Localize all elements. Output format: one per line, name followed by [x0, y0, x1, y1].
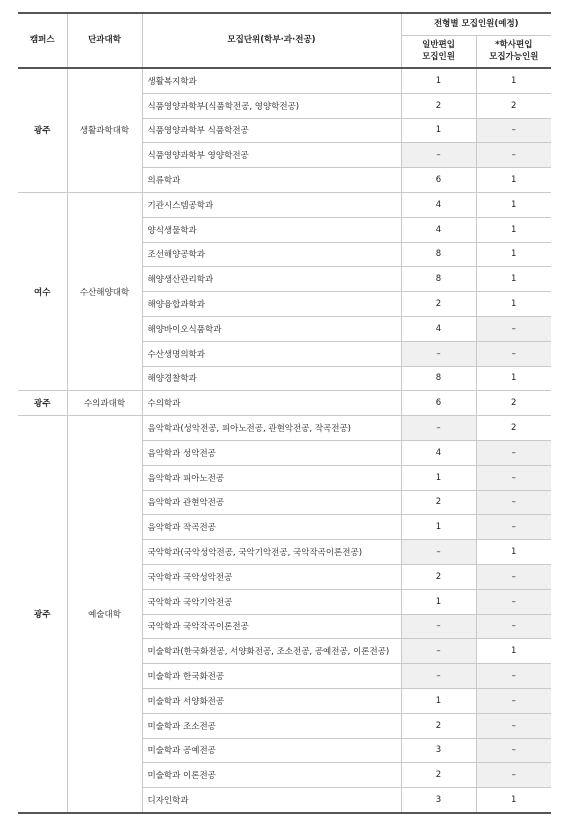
general-quota-cell: 4 [401, 440, 476, 465]
table-header [18, 13, 551, 68]
campus-cell: 광주 [18, 416, 67, 813]
bachelor-quota-cell: 2 [476, 416, 551, 441]
bachelor-quota-cell: – [476, 440, 551, 465]
unit-cell: 음악학과(성악전공, 피아노전공, 관현악전공, 작곡전공) [142, 416, 401, 441]
unit-cell: 기관시스템공학과 [142, 192, 401, 217]
bachelor-quota-cell: 1 [476, 217, 551, 242]
unit-cell: 국악학과 국악작곡이론전공 [142, 614, 401, 639]
bachelor-quota-cell: – [476, 688, 551, 713]
unit-cell: 해양경찰학과 [142, 366, 401, 391]
unit-cell: 디자인학과 [142, 788, 401, 813]
campus-cell: 여수 [18, 192, 67, 390]
admission-table-container [18, 12, 551, 814]
bachelor-quota-cell: – [476, 589, 551, 614]
general-quota-cell: 8 [401, 242, 476, 267]
bachelor-quota-cell: – [476, 763, 551, 788]
unit-cell: 해양생산관리학과 [142, 267, 401, 292]
unit-cell: 미술학과 공예전공 [142, 738, 401, 763]
general-quota-cell: 2 [401, 564, 476, 589]
general-quota-cell: 2 [401, 763, 476, 788]
header-unit: 모집단위(학부·과·전공) [142, 13, 401, 68]
header-campus: 캠퍼스 [18, 13, 67, 68]
header-bachelor-line2: 모집가능인원 [489, 51, 539, 62]
campus-cell: 광주 [18, 391, 67, 416]
unit-cell: 미술학과 서양화전공 [142, 688, 401, 713]
general-quota-cell: 3 [401, 788, 476, 813]
college-cell: 수의과대학 [67, 391, 142, 416]
general-quota-cell: 2 [401, 713, 476, 738]
admission-quota-table [18, 12, 551, 814]
unit-cell: 식품영양과학부 영양학전공 [142, 143, 401, 168]
bachelor-quota-cell: 1 [476, 292, 551, 317]
bachelor-quota-cell: 1 [476, 366, 551, 391]
general-quota-cell: 2 [401, 93, 476, 118]
general-quota-cell: 6 [401, 391, 476, 416]
table-row [18, 391, 551, 416]
general-quota-cell: 1 [401, 515, 476, 540]
header-college: 단과대학 [67, 13, 142, 68]
unit-cell: 국악학과 국악기악전공 [142, 589, 401, 614]
bachelor-quota-cell: 2 [476, 93, 551, 118]
header-quota-group: 전형별 모집인원(예정) [401, 13, 551, 36]
unit-cell: 식품영양과학부(식품학전공, 영양학전공) [142, 93, 401, 118]
unit-cell: 식품영양과학부 식품학전공 [142, 118, 401, 143]
header-bachelor-transfer [476, 36, 551, 69]
campus-cell: 광주 [18, 68, 67, 192]
unit-cell: 음악학과 성악전공 [142, 440, 401, 465]
unit-cell: 국악학과 국악성악전공 [142, 564, 401, 589]
general-quota-cell: 4 [401, 217, 476, 242]
general-quota-cell: – [401, 416, 476, 441]
general-quota-cell: 8 [401, 267, 476, 292]
table-row [18, 416, 551, 441]
unit-cell: 조선해양공학과 [142, 242, 401, 267]
bachelor-quota-cell: 2 [476, 391, 551, 416]
unit-cell: 미술학과 한국화전공 [142, 664, 401, 689]
bachelor-quota-cell: – [476, 341, 551, 366]
general-quota-cell: – [401, 143, 476, 168]
general-quota-cell: – [401, 664, 476, 689]
general-quota-cell: – [401, 341, 476, 366]
general-quota-cell: 4 [401, 192, 476, 217]
general-quota-cell: 1 [401, 589, 476, 614]
bachelor-quota-cell: 1 [476, 788, 551, 813]
bachelor-quota-cell: – [476, 465, 551, 490]
table-row [18, 192, 551, 217]
header-general-line1: 일반편입 [422, 40, 455, 51]
header-general-line2: 모집인원 [422, 51, 455, 62]
bachelor-quota-cell: 1 [476, 242, 551, 267]
general-quota-cell: 2 [401, 490, 476, 515]
bachelor-quota-cell: – [476, 143, 551, 168]
general-quota-cell: – [401, 540, 476, 565]
unit-cell: 국악학과(국악성악전공, 국악기악전공, 국악작곡이론전공) [142, 540, 401, 565]
college-cell: 수산해양대학 [67, 192, 142, 390]
unit-cell: 수산생명의학과 [142, 341, 401, 366]
unit-cell: 양식생물학과 [142, 217, 401, 242]
general-quota-cell: 1 [401, 465, 476, 490]
table-body [18, 68, 551, 813]
general-quota-cell: 2 [401, 292, 476, 317]
general-quota-cell: 1 [401, 688, 476, 713]
college-cell: 생활과학대학 [67, 68, 142, 192]
general-quota-cell: 4 [401, 316, 476, 341]
unit-cell: 미술학과 이론전공 [142, 763, 401, 788]
bachelor-quota-cell: 1 [476, 267, 551, 292]
bachelor-quota-cell: 1 [476, 168, 551, 193]
unit-cell: 해양바이오식품학과 [142, 316, 401, 341]
bachelor-quota-cell: 1 [476, 540, 551, 565]
header-general-transfer [401, 36, 476, 69]
header-bachelor-line1: *학사편입 [495, 40, 533, 51]
bachelor-quota-cell: – [476, 664, 551, 689]
general-quota-cell: – [401, 639, 476, 664]
unit-cell: 의류학과 [142, 168, 401, 193]
bachelor-quota-cell: – [476, 490, 551, 515]
general-quota-cell: 6 [401, 168, 476, 193]
bachelor-quota-cell: 1 [476, 68, 551, 93]
bachelor-quota-cell: 1 [476, 639, 551, 664]
table-row [18, 68, 551, 93]
college-cell: 예술대학 [67, 416, 142, 813]
general-quota-cell: 3 [401, 738, 476, 763]
bachelor-quota-cell: – [476, 738, 551, 763]
general-quota-cell: 1 [401, 118, 476, 143]
bachelor-quota-cell: – [476, 614, 551, 639]
general-quota-cell: – [401, 614, 476, 639]
unit-cell: 수의학과 [142, 391, 401, 416]
bachelor-quota-cell: – [476, 564, 551, 589]
bachelor-quota-cell: – [476, 316, 551, 341]
bachelor-quota-cell: – [476, 515, 551, 540]
unit-cell: 미술학과(한국화전공, 서양화전공, 조소전공, 공예전공, 이론전공) [142, 639, 401, 664]
bachelor-quota-cell: 1 [476, 192, 551, 217]
unit-cell: 음악학과 관현악전공 [142, 490, 401, 515]
unit-cell: 음악학과 작곡전공 [142, 515, 401, 540]
general-quota-cell: 8 [401, 366, 476, 391]
unit-cell: 음악학과 피아노전공 [142, 465, 401, 490]
bachelor-quota-cell: – [476, 713, 551, 738]
general-quota-cell: 1 [401, 68, 476, 93]
unit-cell: 생활복지학과 [142, 68, 401, 93]
unit-cell: 미술학과 조소전공 [142, 713, 401, 738]
bachelor-quota-cell: – [476, 118, 551, 143]
unit-cell: 해양융합과학과 [142, 292, 401, 317]
